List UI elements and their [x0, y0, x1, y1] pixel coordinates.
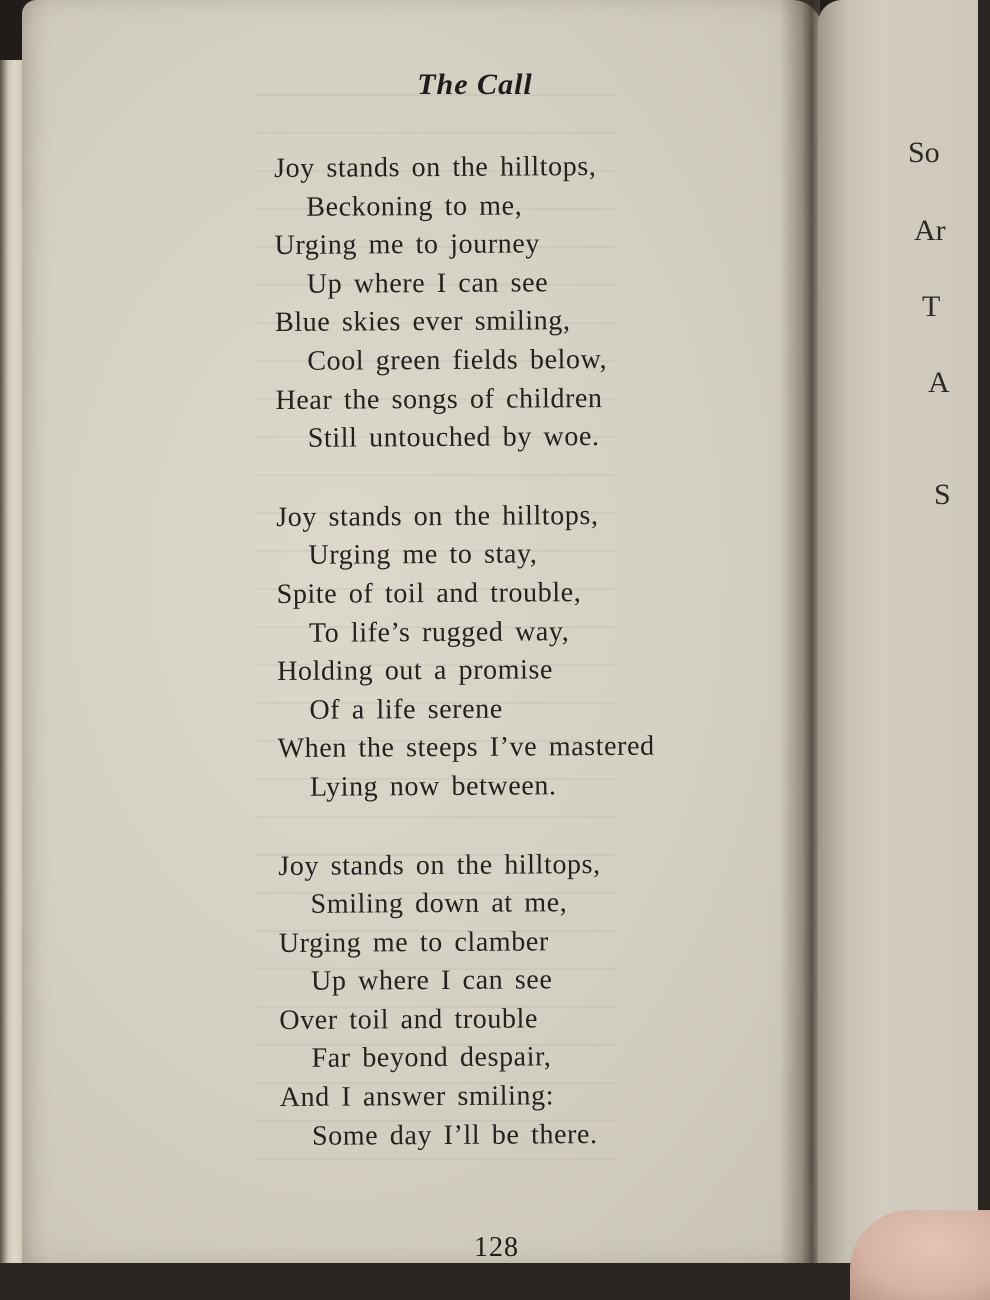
poem-body	[274, 148, 657, 1197]
facing-page	[818, 0, 978, 1263]
poem-line: Cool green fields below,	[307, 343, 608, 377]
poem-line: Beckoning to me,	[306, 190, 523, 223]
poem-title: The Call	[417, 68, 533, 101]
poem-line: Urging me to journey	[274, 228, 541, 262]
poem-line: Urging me to stay,	[308, 538, 538, 572]
poem-line: Spite of toil and trouble,	[276, 577, 582, 610]
page-number: 128	[474, 1232, 519, 1263]
poem-line: Some day I’ll be there.	[311, 1118, 598, 1152]
poem-line: Of a life serene	[309, 693, 503, 726]
stanza	[278, 845, 657, 1156]
poem-line: Still untouched by woe.	[307, 421, 600, 454]
poem-line: Lying now between.	[309, 770, 557, 803]
poem-line: To life’s rugged way,	[308, 615, 570, 649]
stanza	[276, 496, 655, 807]
poem-line: Urging me to clamber	[278, 926, 549, 959]
poem-line: When the steeps I’ve mastered	[277, 730, 655, 765]
facing-page-fragment: Ar	[914, 214, 946, 247]
poem-line: Joy stands on the hilltops,	[274, 151, 597, 184]
poem-line: And I answer smiling:	[279, 1080, 555, 1114]
facing-page-fragment: S	[934, 478, 951, 511]
poem-line: Up where I can see	[306, 267, 549, 300]
book-gutter	[780, 0, 820, 1263]
facing-page-fragment: So	[908, 136, 940, 169]
poem-line: Holding out a promise	[277, 654, 554, 688]
poem-line: Hear the songs of children	[275, 382, 603, 416]
poem-line: Up where I can see	[310, 964, 553, 998]
poem-line: Far beyond despair,	[311, 1041, 552, 1075]
poem-line: Blue skies ever smiling,	[274, 305, 571, 339]
poem-line: Smiling down at me,	[310, 887, 568, 920]
stanza	[274, 148, 653, 459]
facing-page-fragment: A	[928, 366, 950, 399]
poem-line: Joy stands on the hilltops,	[278, 848, 601, 882]
facing-page-fragment: T	[922, 290, 941, 323]
poem-line: Joy stands on the hilltops,	[276, 499, 599, 533]
poem-line: Over toil and trouble	[279, 1003, 539, 1036]
thumb	[850, 1210, 990, 1300]
